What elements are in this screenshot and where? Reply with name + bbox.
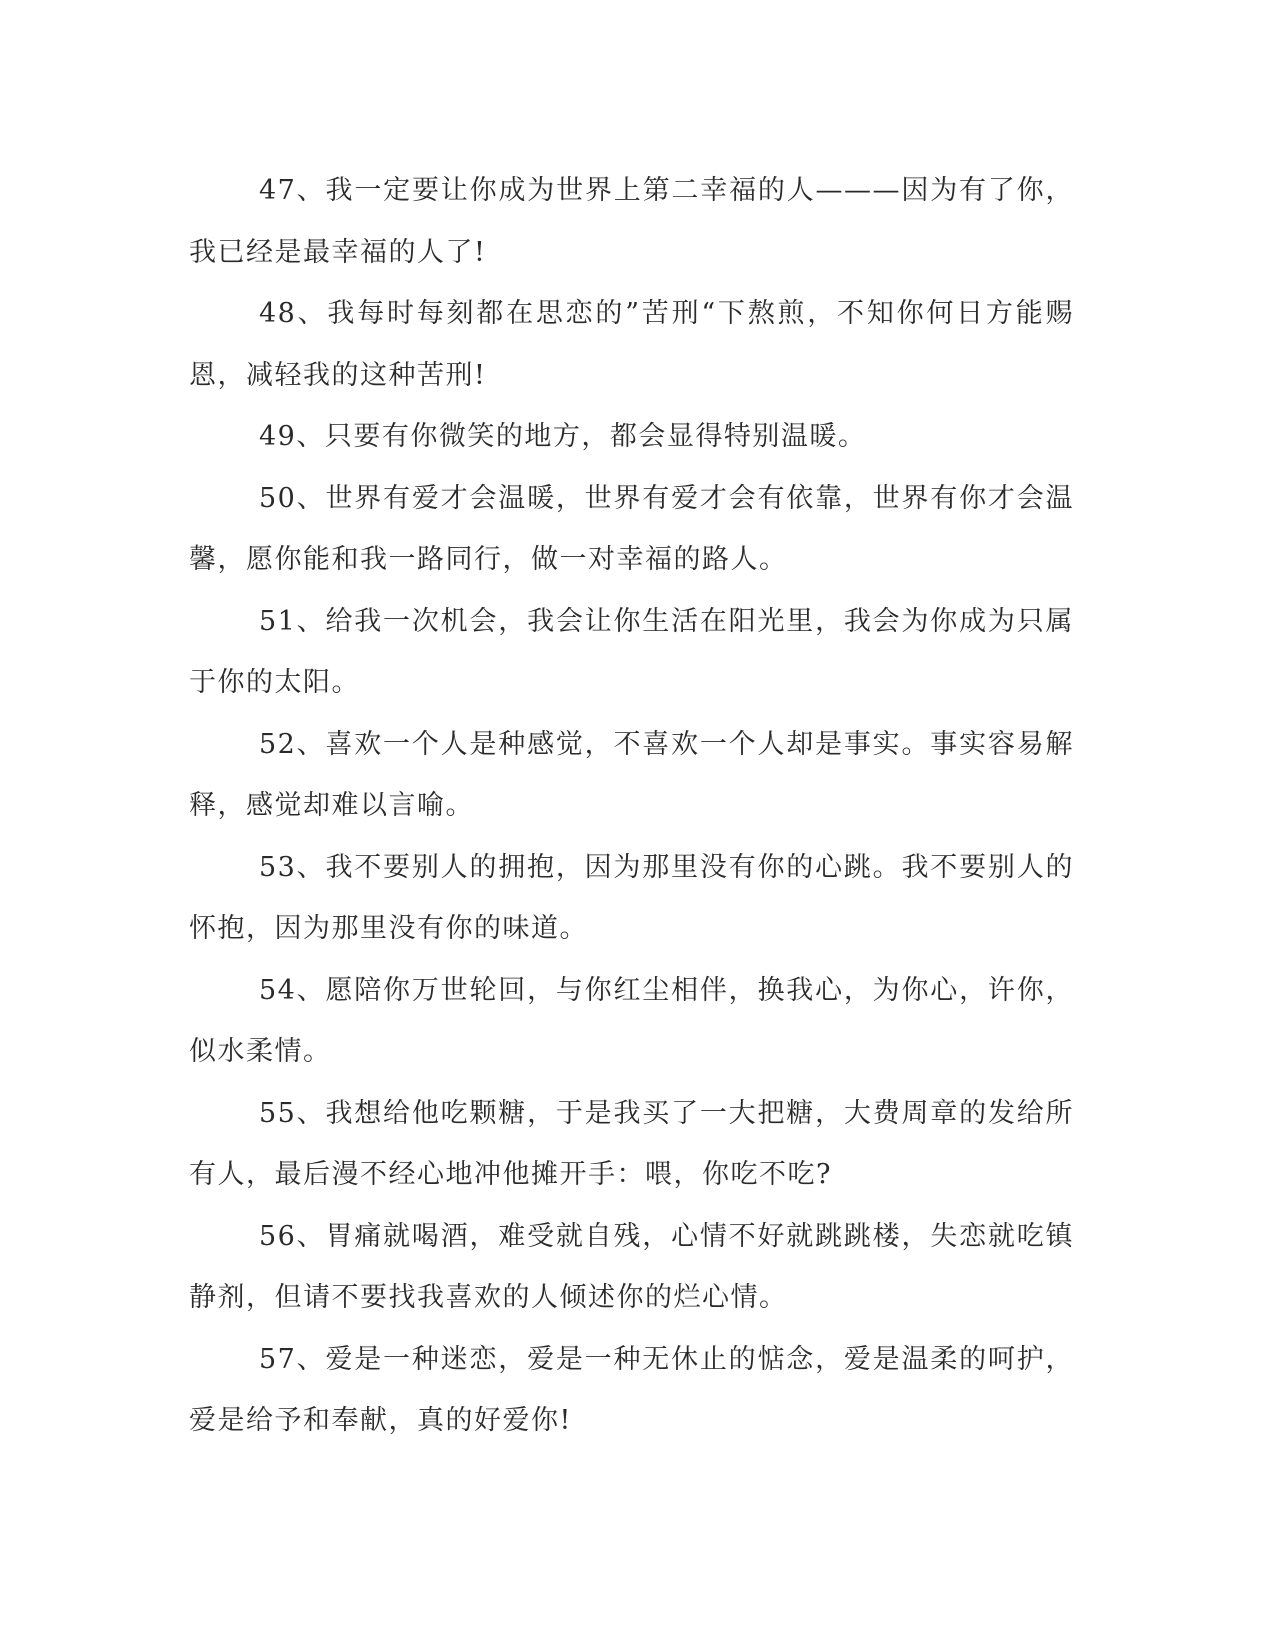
paragraph-55: 55、我想给他吃颗糖，于是我买了一大把糖，大费周章的发给所有人，最后漫不经心地冲他摊开手：喂，你吃不吃? [189,1097,1074,1190]
paragraph-52: 52、喜欢一个人是种感觉，不喜欢一个人却是事实。事实容易解释，感觉却难以言喻。 [189,728,1074,821]
paragraph-51: 51、给我一次机会，我会让你生活在阳光里，我会为你成为只属于你的太阳。 [189,605,1074,698]
paragraph-47: 47、我一定要让你成为世界上第二幸福的人———因为有了你，我已经是最幸福的人了! [189,175,1074,268]
paragraph-53: 53、我不要别人的拥抱，因为那里没有你的心跳。我不要别人的怀抱，因为那里没有你的味道。 [189,851,1074,944]
paragraph-54: 54、愿陪你万世轮回，与你红尘相伴，换我心，为你心，许你，似水柔情。 [189,974,1074,1067]
paragraph-57: 57、爱是一种迷恋，爱是一种无休止的惦念，爱是温柔的呵护，爱是给予和奉献，真的好爱你! [189,1343,1074,1436]
paragraph-56: 56、胃痛就喝酒，难受就自残，心情不好就跳跳楼，失恋就吃镇静剂，但请不要找我喜欢的人倾述你的烂心情。 [189,1220,1074,1313]
paragraph-50: 50、世界有爱才会温暖，世界有爱才会有依靠，世界有你才会温馨，愿你能和我一路同行，做一对幸福的路人。 [189,482,1074,575]
paragraph-48: 48、我每时每刻都在思恋的”苦刑“下熬煎，不知你何日方能赐恩，减轻我的这种苦刑! [189,298,1074,391]
paragraph-49: 49、只要有你微笑的地方，都会显得特别温暖。 [259,421,867,452]
document-body [189,160,1074,1452]
